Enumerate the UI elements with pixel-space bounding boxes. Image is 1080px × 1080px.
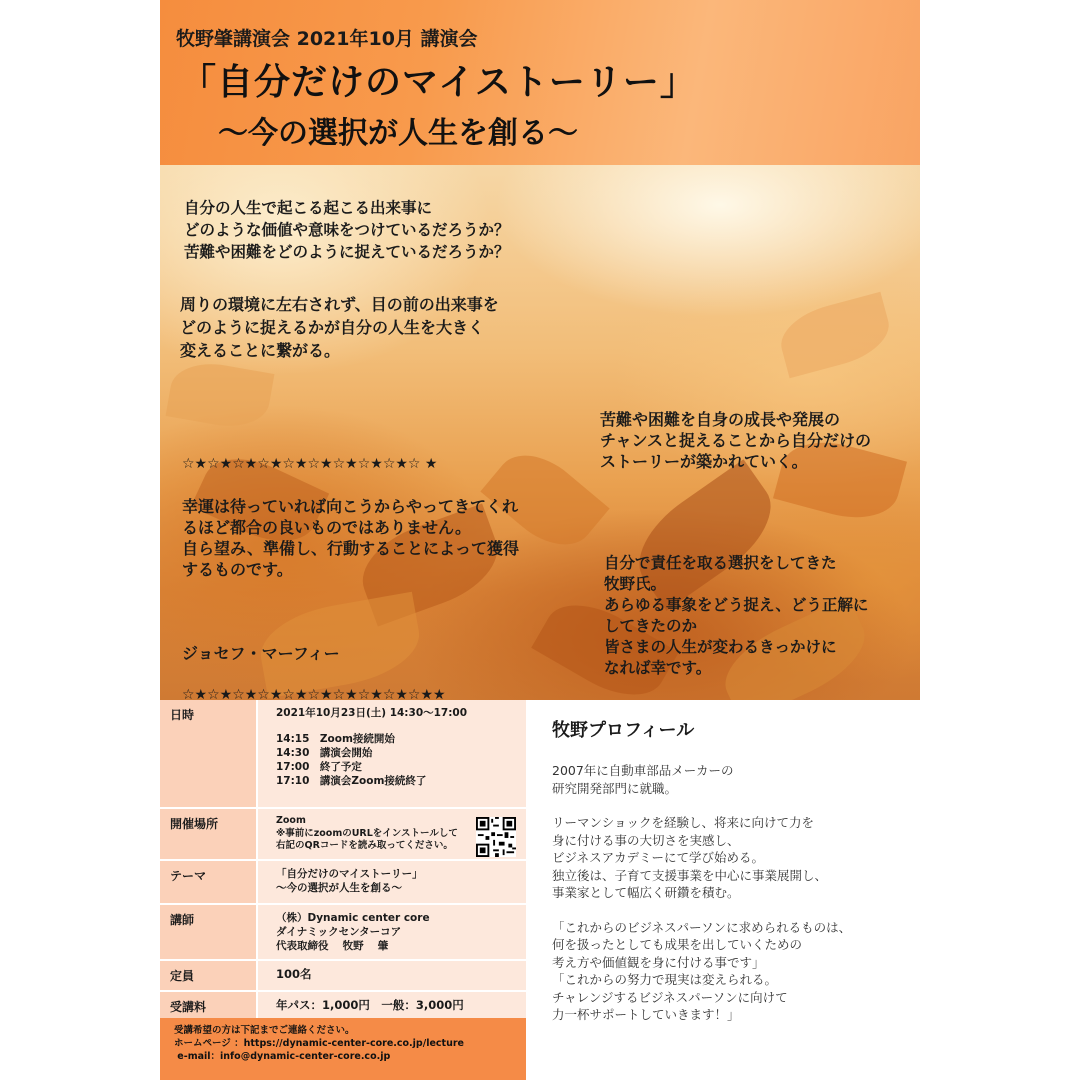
table-row [160,700,526,808]
date-label: 日時 [160,700,257,808]
quote-author: ジョセフ・マーフィー [182,644,340,663]
autumn-leaves-image [160,165,920,700]
schedule-item: 17:00 終了予定 [276,761,362,773]
venue-note: 右記のQRコードを読み取ってください。 [276,840,453,851]
leaf-shape [774,292,896,378]
venue-value [257,808,526,860]
makino-intro-text: 自分で責任を取る選択をしてきた 牧野氏。 あらゆる事象をどう捉え、どう正解に してきたのか 皆さまの人生が変わるきっかけに なれば幸です。 [604,554,869,677]
quote-block [182,433,519,700]
theme-label: テーマ [160,860,257,904]
contact-note: 受講希望の方は下記までご連絡ください。 [174,1025,355,1036]
speaker-line: （株）Dynamic center core [276,912,430,924]
sub-title: ～今の選択が人生を創る～ [218,116,578,151]
table-row [160,904,526,960]
venue-note: ※事前にzoomのURLをインストールして [276,827,458,839]
capacity-value: 100名 [257,960,526,991]
venue-text: Zoom [276,815,306,826]
date-value [257,700,526,808]
email-link[interactable]: e-mail：info@dynamic-center-core.co.jp [174,1051,391,1062]
intro-paragraph: 周りの環境に左右されず、目の前の出来事を どのように捉えるかが自分の人生を大きく 変えることに繋がる。 [180,295,499,360]
flyer [160,0,920,1080]
contact-box [160,1018,526,1080]
profile-heading: 牧野プロフィール [552,720,695,741]
stars-divider-bottom: ☆★☆★☆★☆★☆★☆★☆★☆★☆★☆★★ [182,687,446,700]
speaker-value [257,904,526,960]
schedule-item: 14:30 講演会開始 [276,747,373,759]
venue-label: 開催場所 [160,808,257,860]
story-text: 苦難や困難を自身の成長や発展の チャンスと捉えることから自分だけの ストーリーが築かれていく。 [600,410,872,471]
qr-code-icon[interactable] [476,817,516,857]
header-banner [160,0,920,165]
speaker-line: 代表取締役 牧野 肇 [276,940,389,952]
schedule-item: 14:15 Zoom接続開始 [276,733,395,745]
event-title-line: 牧野肇講演会 2021年10月 講演会 [176,28,478,50]
quote-text: 幸運は待っていれば向こうからやってきてくれ るほど都合の良いものではありません。 自ら望み、準備し、行動することによって獲得 するものです。 [182,497,519,579]
event-info-table [160,700,526,1023]
schedule-item: 17:10 講演会Zoom接続終了 [276,775,427,787]
date-text: 2021年10月23日(土) 14:30～17:00 [276,707,468,719]
leaf-shape [166,357,275,433]
profile-paragraph: 「これからのビジネスパーソンに求められるものは、 何を扱ったとしても成果を出していくための 考え方や価値観を身に付ける事です」 「これからの努力で現実は変えられる。 チャレンジするビジネスパーソンに向けて 力一杯サポートしていきます！」 [552,919,852,1022]
theme-value [257,860,526,904]
main-title: 「自分だけのマイストーリー」 [180,62,697,103]
theme-line: 「自分だけのマイストーリー」 [276,868,423,880]
speaker-line: ダイナミックセンターコア [276,926,402,938]
capacity-label: 定員 [160,960,257,991]
profile-paragraph: 2007年に自動車部品メーカーの 研究開発部門に就職。 [552,763,734,796]
stars-divider-top: ☆★☆★☆★☆★☆★☆★☆★☆★☆★☆ ★ [182,456,438,472]
profile-section [552,716,912,1041]
table-row [160,860,526,904]
theme-line: ～今の選択が人生を創る～ [276,882,402,894]
intro-questions: 自分の人生で起こる起こる出来事に どのような価値や意味をつけているだろうか？ 苦難や困難をどのように捉えているだろうか？ [184,199,510,261]
fee-label: 受講料 [160,991,257,1022]
table-row [160,960,526,991]
fee-value: 年パス：1,000円 一般：3,000円 [257,991,526,1022]
profile-paragraph: リーマンショックを経験し、将来に向けて力を 身に付ける事の大切さを実感し、 ビジネスアカデミーにて学び始める。 独立後は、子育て支援事業を中心に事業展開し、 事業家として幅広く研鑽を積む。 [552,815,828,900]
table-row [160,808,526,860]
speaker-label: 講師 [160,904,257,960]
homepage-link[interactable]: ホームページ ：https://dynamic-center-core.co.jp/lecture [174,1038,464,1049]
